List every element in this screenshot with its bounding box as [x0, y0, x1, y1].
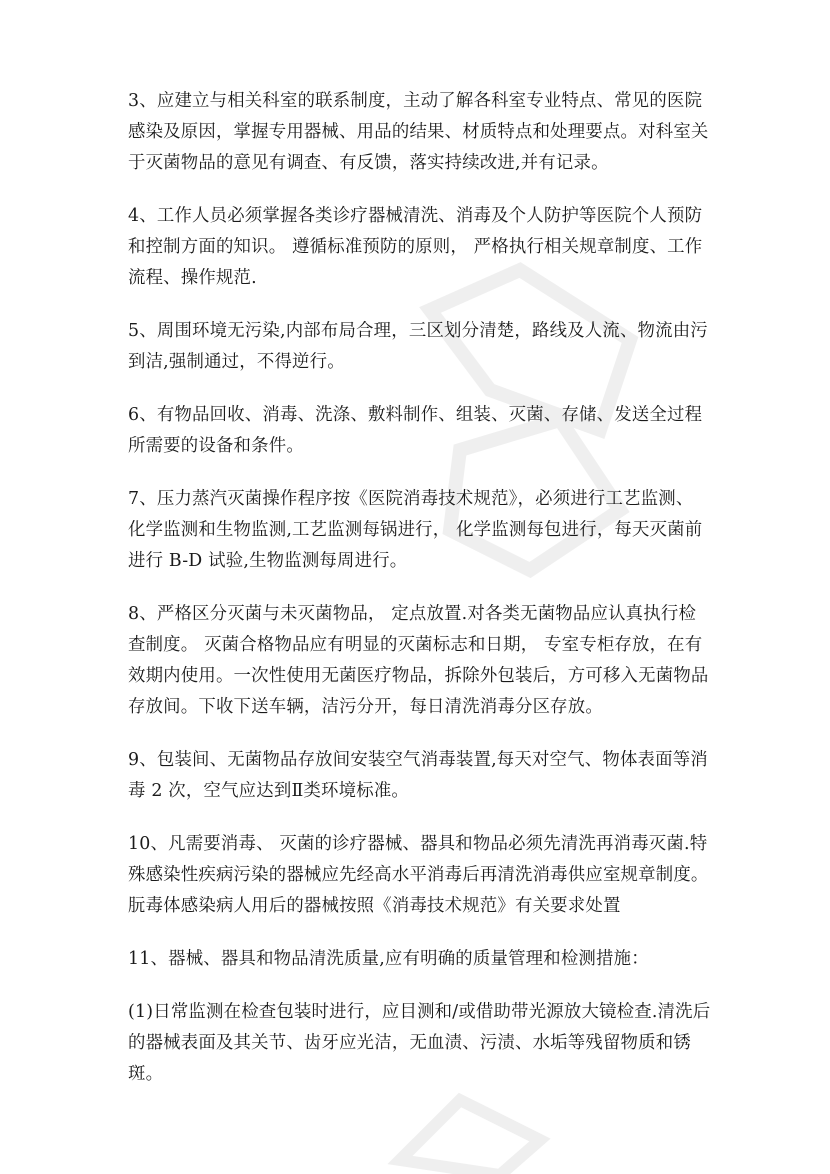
- paragraph-11: 11、器械、器具和物品清洗质量,应有明确的质量管理和检测措施：: [128, 949, 649, 969]
- paragraph-9: 9、包装间、无菌物品存放间安装空气消毒装置,每天对空气、物体表面等消毒 2 次，空气应达到Ⅱ类环境标准。: [128, 750, 708, 801]
- paragraph-6: 6、有物品回收、消毒、洗涤、敷料制作、组装、灭菌、存储、发送全过程所需要的设备和条件。: [128, 405, 703, 456]
- paragraph-5: 5、周围环境无污染,内部布局合理，三区划分清楚，路线及人流、物流由污到洁,强制通过，不得逆行。: [128, 321, 708, 372]
- paragraph-3: 3、应建立与相关科室的联系制度，主动了解各科室专业特点、常见的医院感染及原因，掌握专用器械、用品的结果、材质特点和处理要点。对科室关于灭菌物品的意见有调查、有反馈，落实持续改进,并有记录。: [128, 91, 709, 173]
- document-body: [128, 86, 713, 1112]
- paragraph-10: 10、凡需要消毒、 灭菌的诊疗器械、器具和物品必须先清洗再消毒灭菌.特殊感染性疾病污染的器械应先经高水平消毒后再清洗消毒供应室规章制度。朊毒体感染病人用后的器械按照《消毒技术规范》有关要求处置: [128, 834, 709, 916]
- paragraph-11-1: (1)日常监测在检查包装时进行，应目测和/或借助带光源放大镜检查.清洗后的器械表面及其关节、齿牙应光洁，无血渍、污渍、水垢等残留物质和锈斑。: [128, 1002, 711, 1084]
- paragraph-7: 7、压力蒸汽灭菌操作程序按《医院消毒技术规范》，必须进行工艺监测、 化学监测和生物监测,工艺监测每锅进行， 化学监测每包进行，每天灭菌前进行 B-D 试验,生物监测每周进行。: [128, 489, 703, 571]
- paragraph-8: 8、严格区分灭菌与未灭菌物品， 定点放置.对各类无菌物品应认真执行检查制度。 灭菌合格物品应有明显的灭菌标志和日期， 专室专柜存放，在有效期内使用。一次性使用无菌医疗物品，拆除外包装后，方可移入无菌物品存放间。下收下送车辆，洁污分开，每日清洗消毒分区存放。: [128, 604, 709, 717]
- paragraph-4: 4、工作人员必须掌握各类诊疗器械清洗、消毒及个人防护等医院个人预防和控制方面的知识。 遵循标准预防的原则， 严格执行相关规章制度、工作流程、操作规范.: [128, 206, 703, 288]
